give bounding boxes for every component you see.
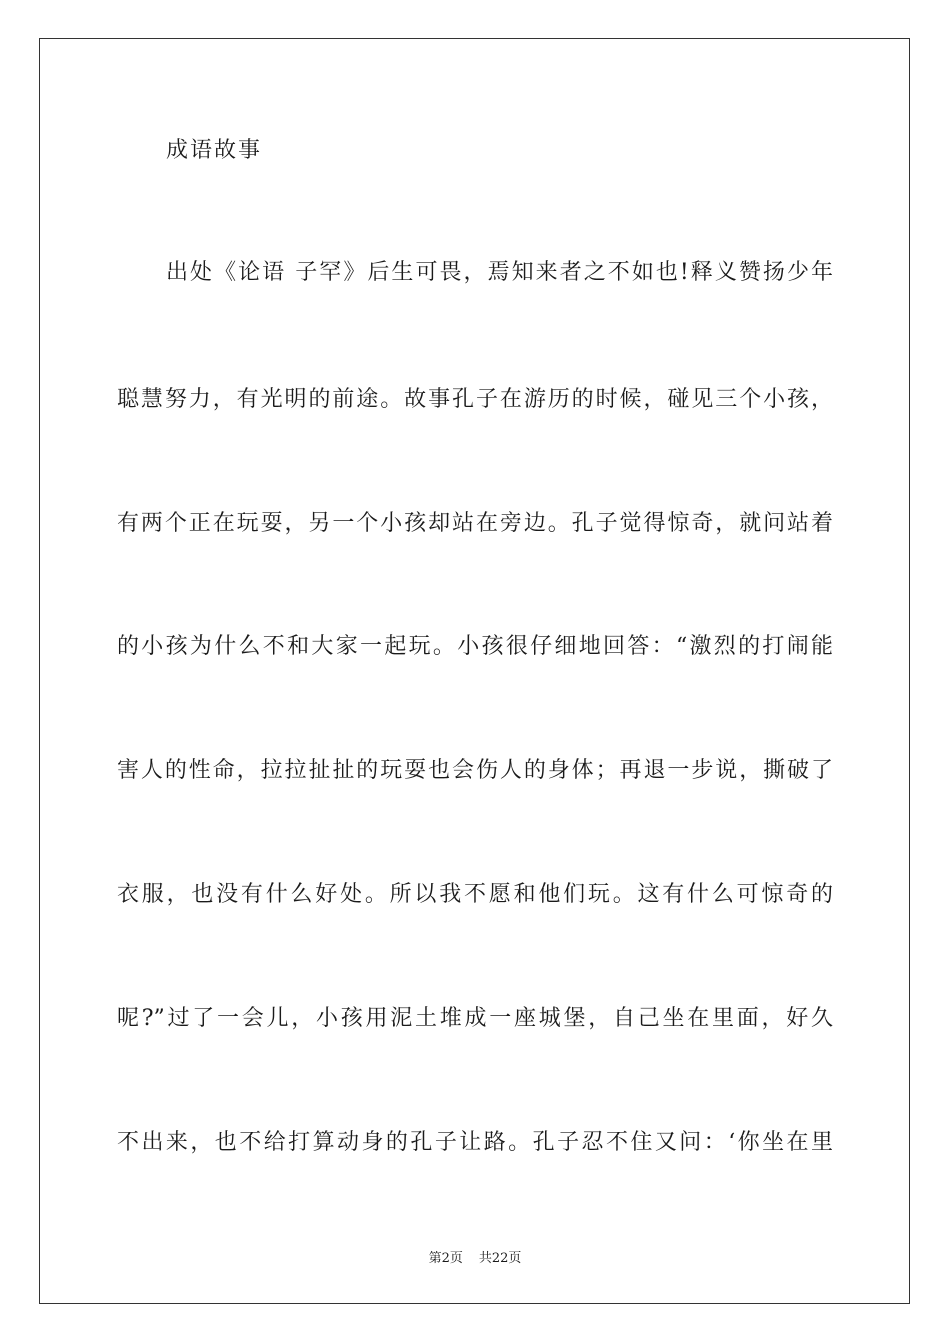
paragraph-line-6: 衣服，也没有什么好处。所以我不愿和他们玩。这有什么可惊奇的	[117, 882, 833, 907]
section-heading: 成语故事	[166, 138, 263, 163]
paragraph-line-1: 出处《论语 子罕》后生可畏，焉知来者之不如也!释义赞扬少年	[166, 260, 833, 285]
paragraph-line-7: 呢?”过了一会儿，小孩用泥土堆成一座城堡，自己坐在里面，好久	[117, 1006, 833, 1031]
page-border	[39, 38, 910, 1304]
paragraph-line-4: 的小孩为什么不和大家一起玩。小孩很仔细地回答：“激烈的打闹能	[117, 634, 833, 659]
paragraph-line-2: 聪慧努力，有光明的前途。故事孔子在游历的时候，碰见三个小孩，	[117, 387, 833, 412]
paragraph-line-5: 害人的性命，拉拉扯扯的玩耍也会伤人的身体；再退一步说，撕破了	[117, 758, 833, 783]
page-total: 共22页	[478, 1251, 522, 1266]
paragraph-line-3: 有两个正在玩耍，另一个小孩却站在旁边。孔子觉得惊奇，就问站着	[117, 511, 833, 536]
page-number: 第2页	[428, 1251, 463, 1266]
paragraph-line-8: 不出来，也不给打算动身的孔子让路。孔子忍不住又问：‘你坐在里	[117, 1130, 833, 1155]
page-footer	[0, 1247, 950, 1266]
